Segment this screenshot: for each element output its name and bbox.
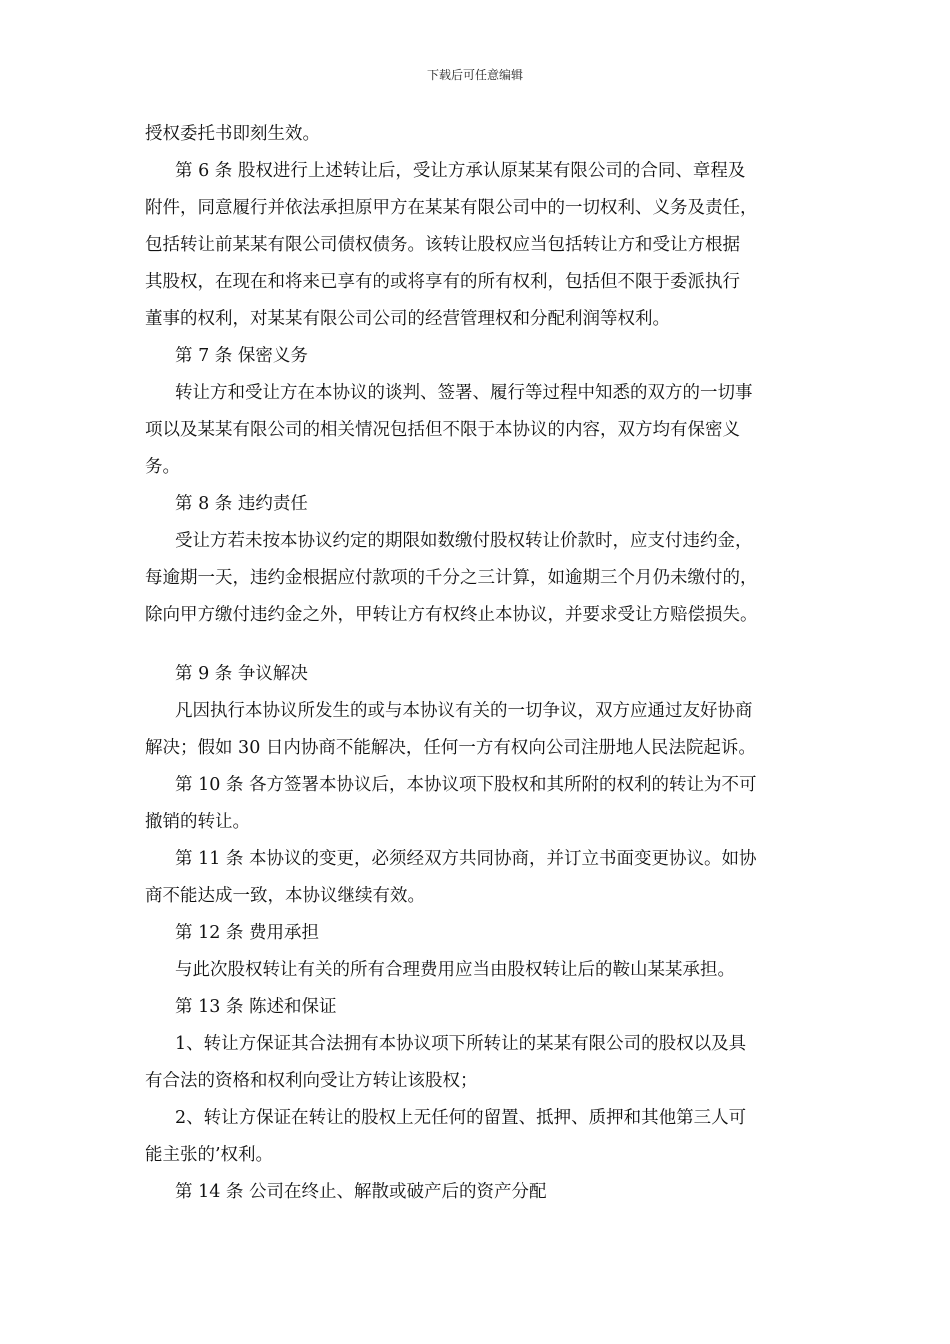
paragraph-line: 包括转让前某某有限公司债权债务。该转让股权应当包括转让方和受让方根据 bbox=[145, 235, 740, 255]
paragraph-line: 受让方若未按本协议约定的期限如数缴付股权转让价款时，应支付违约金， bbox=[175, 531, 753, 551]
paragraph-line: 凡因执行本协议所发生的或与本协议有关的一切争议，双方应通过友好协商 bbox=[175, 701, 753, 721]
document-body bbox=[145, 116, 810, 1211]
paragraph-line: 能主张的’权利。 bbox=[145, 1145, 274, 1165]
article-9-heading: 第 9 条 争议解决 bbox=[175, 664, 308, 684]
article-11-line: 第 11 条 本协议的变更，必须经双方共同协商，并订立书面变更协议。如协 bbox=[175, 849, 757, 869]
paragraph-line: 除向甲方缴付违约金之外，甲转让方有权终止本协议，并要求受让方赔偿损失。 bbox=[145, 605, 758, 625]
paragraph-line: 1、转让方保证其合法拥有本协议项下所转让的某某有限公司的股权以及具 bbox=[175, 1034, 747, 1054]
paragraph-line: 与此次股权转让有关的所有合理费用应当由股权转让后的鞍山某某承担。 bbox=[175, 960, 735, 980]
paragraph-line: 解决；假如 30 日内协商不能解决，任何一方有权向公司注册地人民法院起诉。 bbox=[145, 738, 756, 758]
paragraph-line: 授权委托书即刻生效。 bbox=[145, 124, 320, 144]
paragraph-line: 有合法的资格和权利向受让方转让该股权； bbox=[145, 1071, 478, 1091]
paragraph-line: 转让方和受让方在本协议的谈判、签署、履行等过程中知悉的双方的一切事 bbox=[175, 383, 753, 403]
page-header: 下载后可任意编辑 bbox=[426, 68, 523, 82]
paragraph-line: 项以及某某有限公司的相关情况包括但不限于本协议的内容，双方均有保密义 bbox=[145, 420, 740, 440]
paragraph-line: 附件，同意履行并依法承担原甲方在某某有限公司中的一切权利、义务及责任， bbox=[145, 198, 758, 218]
paragraph-line: 商不能达成一致，本协议继续有效。 bbox=[145, 886, 425, 906]
article-13-heading: 第 13 条 陈述和保证 bbox=[175, 997, 337, 1017]
paragraph-line: 其股权，在现在和将来已享有的或将享有的所有权利，包括但不限于委派执行 bbox=[145, 272, 740, 292]
paragraph-line: 撤销的转让。 bbox=[145, 812, 250, 832]
paragraph-line: 2、转让方保证在转让的股权上无任何的留置、抵押、质押和其他第三人可 bbox=[175, 1108, 747, 1128]
article-12-heading: 第 12 条 费用承担 bbox=[175, 923, 319, 943]
article-10-line: 第 10 条 各方签署本协议后，本协议项下股权和其所附的权利的转让为不可 bbox=[175, 775, 757, 795]
paragraph-gap bbox=[145, 634, 810, 656]
article-6-heading-line: 第 6 条 股权进行上述转让后，受让方承认原某某有限公司的合同、章程及 bbox=[175, 161, 746, 181]
paragraph-line: 务。 bbox=[145, 457, 180, 477]
article-14-heading: 第 14 条 公司在终止、解散或破产后的资产分配 bbox=[175, 1182, 547, 1202]
paragraph-line: 每逾期一天，违约金根据应付款项的千分之三计算，如逾期三个月仍未缴付的， bbox=[145, 568, 758, 588]
paragraph-line: 董事的权利，对某某有限公司公司的经营管理权和分配利润等权利。 bbox=[145, 309, 670, 329]
article-8-heading: 第 8 条 违约责任 bbox=[175, 494, 308, 514]
article-7-heading: 第 7 条 保密义务 bbox=[175, 346, 308, 366]
